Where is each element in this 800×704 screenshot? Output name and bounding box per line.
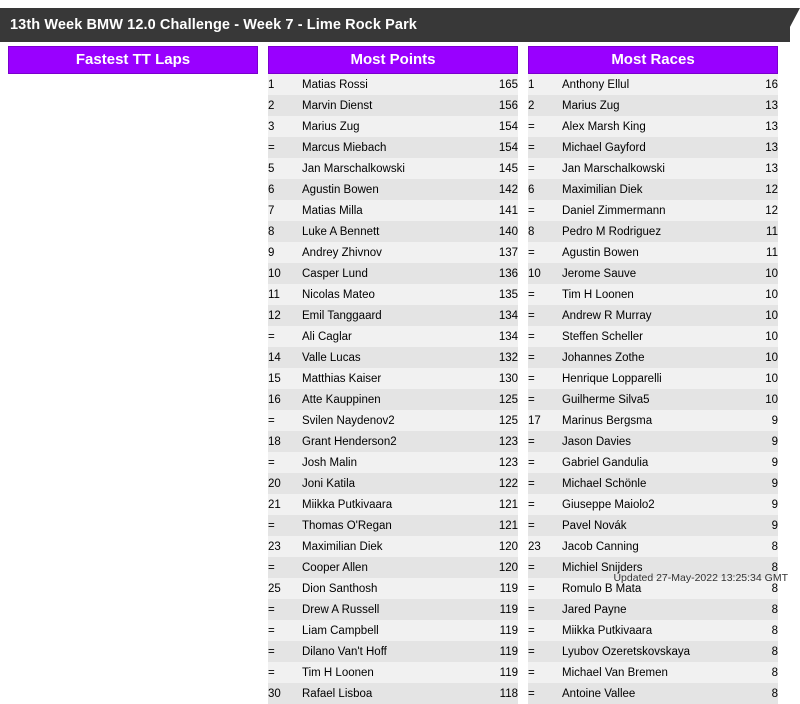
row-driver-name: Jan Marschalkowski xyxy=(562,158,738,179)
row-value: 134 xyxy=(478,305,518,326)
row-value: 9 xyxy=(738,473,778,494)
row-driver-name: Marvin Dienst xyxy=(302,95,478,116)
row-driver-name: Marcus Miebach xyxy=(302,137,478,158)
row-driver-name: Daniel Zimmermann xyxy=(562,200,738,221)
row-value: 125 xyxy=(478,410,518,431)
row-value: 137 xyxy=(478,242,518,263)
row-position: 2 xyxy=(268,95,302,116)
table-row xyxy=(528,515,778,536)
row-position: 23 xyxy=(528,536,562,557)
row-driver-name: Tim H Loonen xyxy=(562,284,738,305)
row-position: = xyxy=(528,326,562,347)
row-driver-name: Johannes Zothe xyxy=(562,347,738,368)
table-row xyxy=(268,389,518,410)
column-heading-most-points: Most Points xyxy=(268,46,518,74)
row-driver-name: Guilherme Silva5 xyxy=(562,389,738,410)
row-driver-name: Pedro M Rodriguez xyxy=(562,221,738,242)
row-position: 14 xyxy=(268,347,302,368)
column-most-points xyxy=(268,46,518,704)
row-value: 13 xyxy=(738,158,778,179)
row-value: 12 xyxy=(738,179,778,200)
row-value: 154 xyxy=(478,137,518,158)
row-driver-name: Emil Tanggaard xyxy=(302,305,478,326)
row-position: = xyxy=(528,242,562,263)
row-driver-name: Jan Marschalkowski xyxy=(302,158,478,179)
banner-fold-decoration xyxy=(782,8,800,42)
table-row xyxy=(268,473,518,494)
row-value: 119 xyxy=(478,620,518,641)
row-value: 140 xyxy=(478,221,518,242)
row-driver-name: Anthony Ellul xyxy=(562,74,738,95)
row-driver-name: Miikka Putkivaara xyxy=(302,494,478,515)
row-driver-name: Agustin Bowen xyxy=(302,179,478,200)
row-value: 10 xyxy=(738,347,778,368)
table-row xyxy=(268,74,518,95)
row-value: 8 xyxy=(738,578,778,599)
row-position: = xyxy=(528,284,562,305)
row-value: 8 xyxy=(738,536,778,557)
row-position: = xyxy=(528,578,562,599)
table-row xyxy=(268,620,518,641)
table-row xyxy=(528,242,778,263)
row-value: 12 xyxy=(738,200,778,221)
row-position: = xyxy=(528,347,562,368)
row-value: 13 xyxy=(738,137,778,158)
row-value: 9 xyxy=(738,515,778,536)
row-value: 130 xyxy=(478,368,518,389)
row-value: 145 xyxy=(478,158,518,179)
table-row xyxy=(268,284,518,305)
row-driver-name: Pavel Novák xyxy=(562,515,738,536)
row-driver-name: Michiel Snijders xyxy=(562,557,738,578)
column-most-races xyxy=(528,46,778,704)
table-row xyxy=(268,179,518,200)
row-driver-name: Andrey Zhivnov xyxy=(302,242,478,263)
row-driver-name: Matthias Kaiser xyxy=(302,368,478,389)
row-value: 154 xyxy=(478,116,518,137)
row-position: 9 xyxy=(268,242,302,263)
table-row xyxy=(528,200,778,221)
table-row xyxy=(268,347,518,368)
row-value: 8 xyxy=(738,557,778,578)
row-driver-name: Tim H Loonen xyxy=(302,662,478,683)
table-row xyxy=(528,389,778,410)
row-value: 132 xyxy=(478,347,518,368)
row-position: 12 xyxy=(268,305,302,326)
row-position: 7 xyxy=(268,200,302,221)
updated-timestamp: Updated 27-May-2022 13:25:34 GMT xyxy=(613,572,788,584)
row-position: = xyxy=(528,431,562,452)
table-row xyxy=(528,326,778,347)
table-row xyxy=(528,158,778,179)
row-position: = xyxy=(528,473,562,494)
table-row xyxy=(268,641,518,662)
table-row xyxy=(528,74,778,95)
row-driver-name: Svilen Naydenov2 xyxy=(302,410,478,431)
table-row xyxy=(268,536,518,557)
table-row xyxy=(528,536,778,557)
table-row xyxy=(528,137,778,158)
row-position: = xyxy=(268,557,302,578)
row-driver-name: Casper Lund xyxy=(302,263,478,284)
table-row xyxy=(528,305,778,326)
row-position: = xyxy=(528,620,562,641)
row-driver-name: Giuseppe Maiolo2 xyxy=(562,494,738,515)
row-driver-name: Valle Lucas xyxy=(302,347,478,368)
table-row xyxy=(528,452,778,473)
row-value: 119 xyxy=(478,578,518,599)
row-driver-name: Dion Santhosh xyxy=(302,578,478,599)
row-position: = xyxy=(528,557,562,578)
table-body-most-races xyxy=(528,74,778,704)
row-position: = xyxy=(528,662,562,683)
row-driver-name: Jason Davies xyxy=(562,431,738,452)
table-row xyxy=(268,95,518,116)
row-driver-name: Luke A Bennett xyxy=(302,221,478,242)
row-position: 6 xyxy=(268,179,302,200)
row-position: 10 xyxy=(268,263,302,284)
row-position: = xyxy=(268,620,302,641)
row-position: 2 xyxy=(528,95,562,116)
table-row xyxy=(528,620,778,641)
row-position: = xyxy=(528,515,562,536)
row-value: 8 xyxy=(738,662,778,683)
row-position: 3 xyxy=(268,116,302,137)
table-row xyxy=(528,431,778,452)
row-value: 13 xyxy=(738,95,778,116)
row-position: = xyxy=(268,410,302,431)
row-driver-name: Drew A Russell xyxy=(302,599,478,620)
table-row xyxy=(528,494,778,515)
table-row xyxy=(268,263,518,284)
table-row xyxy=(268,494,518,515)
row-position: 23 xyxy=(268,536,302,557)
table-body-most-points xyxy=(268,74,518,704)
row-position: = xyxy=(528,158,562,179)
row-driver-name: Marinus Bergsma xyxy=(562,410,738,431)
row-position: = xyxy=(528,116,562,137)
row-driver-name: Jared Payne xyxy=(562,599,738,620)
row-driver-name: Henrique Lopparelli xyxy=(562,368,738,389)
row-position: = xyxy=(528,494,562,515)
row-driver-name: Grant Henderson2 xyxy=(302,431,478,452)
row-position: 1 xyxy=(268,74,302,95)
row-driver-name: Antoine Vallee xyxy=(562,683,738,704)
table-row xyxy=(268,452,518,473)
table-row xyxy=(528,221,778,242)
row-driver-name: Joni Katila xyxy=(302,473,478,494)
row-position: = xyxy=(528,452,562,473)
row-value: 9 xyxy=(738,452,778,473)
row-driver-name: Andrew R Murray xyxy=(562,305,738,326)
row-value: 10 xyxy=(738,284,778,305)
row-position: 30 xyxy=(268,683,302,704)
row-position: 18 xyxy=(268,431,302,452)
table-row xyxy=(528,263,778,284)
row-position: 25 xyxy=(268,578,302,599)
table-row xyxy=(528,599,778,620)
row-value: 119 xyxy=(478,662,518,683)
row-value: 10 xyxy=(738,389,778,410)
row-driver-name: Romulo B Mata xyxy=(562,578,738,599)
row-value: 8 xyxy=(738,620,778,641)
table-row xyxy=(268,242,518,263)
row-position: = xyxy=(528,683,562,704)
row-position: 8 xyxy=(268,221,302,242)
row-driver-name: Maximilian Diek xyxy=(562,179,738,200)
table-row xyxy=(268,137,518,158)
column-heading-most-races: Most Races xyxy=(528,46,778,74)
row-position: = xyxy=(268,515,302,536)
row-position: 20 xyxy=(268,473,302,494)
table-most-races xyxy=(528,74,778,704)
row-driver-name: Steffen Scheller xyxy=(562,326,738,347)
table-row xyxy=(528,284,778,305)
table-row xyxy=(268,515,518,536)
row-position: = xyxy=(528,599,562,620)
row-driver-name: Marius Zug xyxy=(302,116,478,137)
row-position: = xyxy=(268,137,302,158)
row-value: 120 xyxy=(478,557,518,578)
row-value: 10 xyxy=(738,305,778,326)
row-value: 13 xyxy=(738,116,778,137)
row-driver-name: Nicolas Mateo xyxy=(302,284,478,305)
row-value: 135 xyxy=(478,284,518,305)
row-driver-name: Gabriel Gandulia xyxy=(562,452,738,473)
table-most-points xyxy=(268,74,518,704)
row-position: = xyxy=(528,389,562,410)
row-position: 8 xyxy=(528,221,562,242)
row-driver-name: Matias Rossi xyxy=(302,74,478,95)
row-position: = xyxy=(268,662,302,683)
row-position: = xyxy=(528,200,562,221)
row-driver-name: Lyubov Ozeretskovskaya xyxy=(562,641,738,662)
row-position: 16 xyxy=(268,389,302,410)
table-row xyxy=(528,179,778,200)
row-driver-name: Thomas O'Regan xyxy=(302,515,478,536)
row-value: 10 xyxy=(738,326,778,347)
table-row xyxy=(268,431,518,452)
row-value: 10 xyxy=(738,263,778,284)
row-driver-name: Miikka Putkivaara xyxy=(562,620,738,641)
row-position: 6 xyxy=(528,179,562,200)
column-fastest-tt-laps xyxy=(8,46,258,704)
row-position: = xyxy=(268,326,302,347)
row-position: = xyxy=(528,641,562,662)
row-position: = xyxy=(528,137,562,158)
table-row xyxy=(528,410,778,431)
row-position: 21 xyxy=(268,494,302,515)
row-driver-name: Jerome Sauve xyxy=(562,263,738,284)
row-driver-name: Michael Gayford xyxy=(562,137,738,158)
table-row xyxy=(528,683,778,704)
table-row xyxy=(268,326,518,347)
row-position: = xyxy=(528,368,562,389)
row-value: 9 xyxy=(738,431,778,452)
row-position: 17 xyxy=(528,410,562,431)
row-position: 11 xyxy=(268,284,302,305)
table-row xyxy=(268,410,518,431)
row-driver-name: Michael Van Bremen xyxy=(562,662,738,683)
row-value: 123 xyxy=(478,452,518,473)
row-value: 122 xyxy=(478,473,518,494)
row-value: 120 xyxy=(478,536,518,557)
row-value: 118 xyxy=(478,683,518,704)
table-row xyxy=(528,95,778,116)
row-value: 142 xyxy=(478,179,518,200)
row-value: 134 xyxy=(478,326,518,347)
table-row xyxy=(268,662,518,683)
row-value: 11 xyxy=(738,221,778,242)
leaderboard-columns xyxy=(8,46,792,704)
table-row xyxy=(268,578,518,599)
row-driver-name: Atte Kauppinen xyxy=(302,389,478,410)
row-value: 10 xyxy=(738,368,778,389)
table-row xyxy=(268,221,518,242)
table-row xyxy=(268,200,518,221)
table-row xyxy=(268,305,518,326)
table-row xyxy=(268,158,518,179)
table-row xyxy=(528,662,778,683)
table-row xyxy=(268,599,518,620)
header-banner xyxy=(0,8,790,42)
page-title: 13th Week BMW 12.0 Challenge - Week 7 - Lime Rock Park xyxy=(10,17,417,33)
row-driver-name: Matias Milla xyxy=(302,200,478,221)
row-driver-name: Marius Zug xyxy=(562,95,738,116)
row-value: 165 xyxy=(478,74,518,95)
table-row xyxy=(268,683,518,704)
row-value: 136 xyxy=(478,263,518,284)
row-value: 9 xyxy=(738,494,778,515)
row-position: = xyxy=(528,305,562,326)
row-driver-name: Michael Schönle xyxy=(562,473,738,494)
row-value: 119 xyxy=(478,641,518,662)
table-row xyxy=(528,473,778,494)
row-value: 125 xyxy=(478,389,518,410)
row-value: 8 xyxy=(738,599,778,620)
table-row xyxy=(528,641,778,662)
row-position: = xyxy=(268,641,302,662)
row-driver-name: Cooper Allen xyxy=(302,557,478,578)
row-value: 16 xyxy=(738,74,778,95)
table-row xyxy=(528,116,778,137)
row-value: 121 xyxy=(478,515,518,536)
row-position: 15 xyxy=(268,368,302,389)
column-heading-fastest-tt-laps: Fastest TT Laps xyxy=(8,46,258,74)
row-position: 10 xyxy=(528,263,562,284)
row-position: 5 xyxy=(268,158,302,179)
table-row xyxy=(528,347,778,368)
table-row xyxy=(268,116,518,137)
row-value: 141 xyxy=(478,200,518,221)
table-row xyxy=(268,368,518,389)
row-value: 121 xyxy=(478,494,518,515)
row-driver-name: Jacob Canning xyxy=(562,536,738,557)
table-row xyxy=(528,368,778,389)
row-value: 156 xyxy=(478,95,518,116)
row-value: 123 xyxy=(478,431,518,452)
row-position: = xyxy=(268,452,302,473)
row-driver-name: Ali Caglar xyxy=(302,326,478,347)
row-position: = xyxy=(268,599,302,620)
row-value: 9 xyxy=(738,410,778,431)
row-value: 8 xyxy=(738,641,778,662)
row-driver-name: Liam Campbell xyxy=(302,620,478,641)
row-value: 11 xyxy=(738,242,778,263)
table-row xyxy=(268,557,518,578)
row-driver-name: Josh Malin xyxy=(302,452,478,473)
row-driver-name: Dilano Van't Hoff xyxy=(302,641,478,662)
row-driver-name: Maximilian Diek xyxy=(302,536,478,557)
row-value: 8 xyxy=(738,683,778,704)
row-driver-name: Alex Marsh King xyxy=(562,116,738,137)
row-value: 119 xyxy=(478,599,518,620)
row-driver-name: Agustin Bowen xyxy=(562,242,738,263)
row-position: 1 xyxy=(528,74,562,95)
row-driver-name: Rafael Lisboa xyxy=(302,683,478,704)
